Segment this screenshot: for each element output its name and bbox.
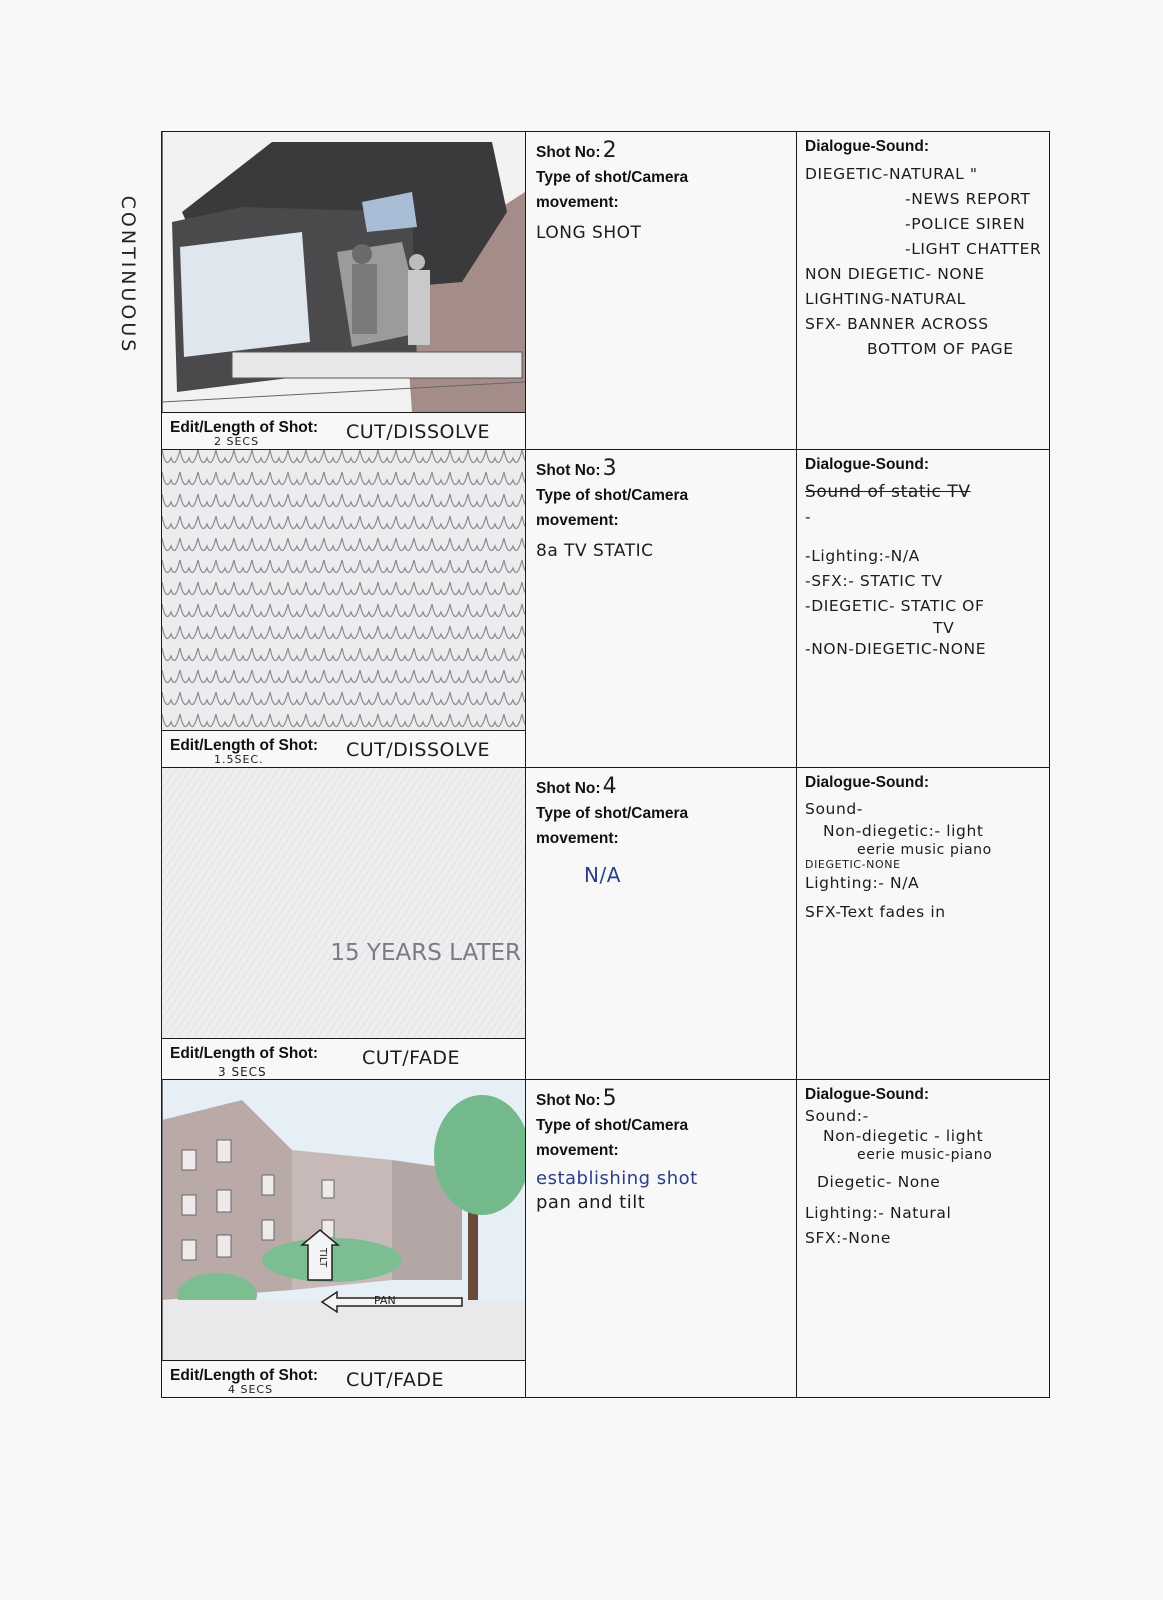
dialogue-label: Dialogue-Sound: (805, 456, 929, 473)
dialogue-label: Dialogue-Sound: (805, 138, 929, 155)
shot-row-5 (162, 1080, 1050, 1398)
continuous-text: CONTINUOUS (117, 195, 139, 355)
shot-no-label: Shot No: (536, 780, 601, 797)
edit-value: CUT/DISSOLVE (346, 739, 490, 761)
shot-no-label: Shot No: (536, 144, 601, 161)
frame-cell-5 (162, 1080, 526, 1398)
shot-length: 1.5SEC. (214, 753, 264, 766)
shot-type: pan and tilt (536, 1192, 646, 1213)
sound-line: -SFX:- STATIC TV (805, 572, 943, 590)
sound-line: Diegetic- None (817, 1173, 941, 1191)
sound-line: BOTTOM OF PAGE (867, 340, 1014, 358)
type-label-line1: Type of shot/Camera (536, 169, 689, 186)
type-label-line1: Type of shot/Camera (536, 805, 689, 822)
edit-label: Edit/Length of Shot: (170, 419, 319, 436)
edit-value: CUT/FADE (346, 1369, 444, 1391)
sound-line: eerie music-piano (857, 1147, 993, 1163)
edit-value: CUT/DISSOLVE (346, 421, 490, 443)
sound-line: Sound of static TV (805, 482, 971, 502)
type-label-line2: movement: (536, 194, 619, 211)
frame-cell-2 (162, 132, 526, 450)
continuous-note (108, 190, 148, 360)
sound-cell-3 (797, 450, 1050, 768)
building-sketch (162, 1080, 525, 1360)
edit-length-5 (162, 1361, 525, 1397)
sound-line: -Lighting:-N/A (805, 547, 920, 565)
edit-label: Edit/Length of Shot: (170, 737, 319, 754)
edit-length-4 (162, 1039, 525, 1079)
info-cell-4 (526, 768, 797, 1080)
shot-type: establishing shot (536, 1168, 698, 1189)
sound-line: -DIEGETIC- STATIC OF (805, 597, 985, 615)
shot-number: 4 (602, 774, 617, 799)
sound-line: Lighting:- N/A (805, 874, 920, 892)
sketch-building-scene (162, 1080, 525, 1361)
sound-line: -NEWS REPORT (905, 190, 1031, 208)
sound-line: -NON-DIEGETIC-NONE (805, 640, 987, 658)
shot-row-2 (162, 132, 1050, 450)
sketch-tv-static (162, 450, 525, 731)
tilt-label: TILT (317, 1247, 329, 1268)
sound-line: SFX- BANNER ACROSS (805, 315, 989, 333)
sound-line: TV (933, 619, 955, 637)
years-later-text: 15 YEARS LATER (330, 940, 521, 966)
dialogue-label: Dialogue-Sound: (805, 774, 929, 791)
type-label-line2: movement: (536, 1142, 619, 1159)
edit-label: Edit/Length of Shot: (170, 1367, 319, 1384)
sound-line: Sound- (805, 800, 864, 818)
shot-number: 3 (602, 456, 617, 481)
title-card-sketch (162, 768, 525, 1038)
type-label-line1: Type of shot/Camera (536, 487, 689, 504)
edit-value: CUT/FADE (362, 1047, 460, 1069)
shot-type: LONG SHOT (536, 223, 642, 243)
dialogue-label: Dialogue-Sound: (805, 1086, 929, 1103)
info-cell-3 (526, 450, 797, 768)
sound-line: NON DIEGETIC- NONE (805, 265, 985, 283)
sound-line: DIEGETIC-NATURAL " (805, 165, 978, 183)
info-cell-2 (526, 132, 797, 450)
frame-cell-3 (162, 450, 526, 768)
sketch-truck-scene (162, 132, 525, 413)
sound-cell-5 (797, 1080, 1050, 1398)
type-label-line2: movement: (536, 830, 619, 847)
shot-number: 2 (602, 138, 617, 163)
sound-line: Non-diegetic - light (823, 1127, 984, 1145)
type-label-line1: Type of shot/Camera (536, 1117, 689, 1134)
shot-no-label: Shot No: (536, 1092, 601, 1109)
shot-row-4 (162, 768, 1050, 1080)
sound-line: - (805, 508, 812, 526)
truck-sketch (162, 132, 525, 412)
shot-length: 4 SECS (228, 1383, 274, 1396)
sound-line: SFX-Text fades in (805, 903, 946, 921)
shot-length: 3 SECS (218, 1065, 267, 1079)
type-label-line2: movement: (536, 512, 619, 529)
sound-line: Lighting:- Natural (805, 1204, 952, 1222)
shot-type: 8a TV STATIC (536, 541, 654, 561)
sound-line: -POLICE SIREN (905, 215, 1026, 233)
edit-label: Edit/Length of Shot: (170, 1045, 319, 1062)
static-sketch (162, 450, 525, 730)
sound-line: LIGHTING-NATURAL (805, 290, 966, 308)
shot-type: N/A (584, 863, 621, 887)
sound-cell-2 (797, 132, 1050, 450)
pan-label: PAN (374, 1294, 396, 1307)
sound-line: DIEGETIC-NONE (805, 858, 901, 871)
shot-no-label: Shot No: (536, 462, 601, 479)
shot-length: 2 SECS (214, 435, 260, 448)
sound-line: eerie music piano (857, 842, 992, 858)
shot-row-3 (162, 450, 1050, 768)
sound-cell-4 (797, 768, 1050, 1080)
sound-line: SFX:-None (805, 1229, 892, 1247)
sound-line: Sound:- (805, 1107, 869, 1125)
sound-line: -LIGHT CHATTER (905, 240, 1042, 258)
shot-number: 5 (602, 1086, 617, 1111)
frame-cell-4 (162, 768, 526, 1080)
edit-length-2 (162, 413, 525, 449)
sound-line: Non-diegetic:- light (823, 822, 984, 840)
edit-length-3 (162, 731, 525, 767)
sketch-title-card (162, 768, 525, 1039)
info-cell-5 (526, 1080, 797, 1398)
storyboard-table (161, 131, 1050, 1398)
